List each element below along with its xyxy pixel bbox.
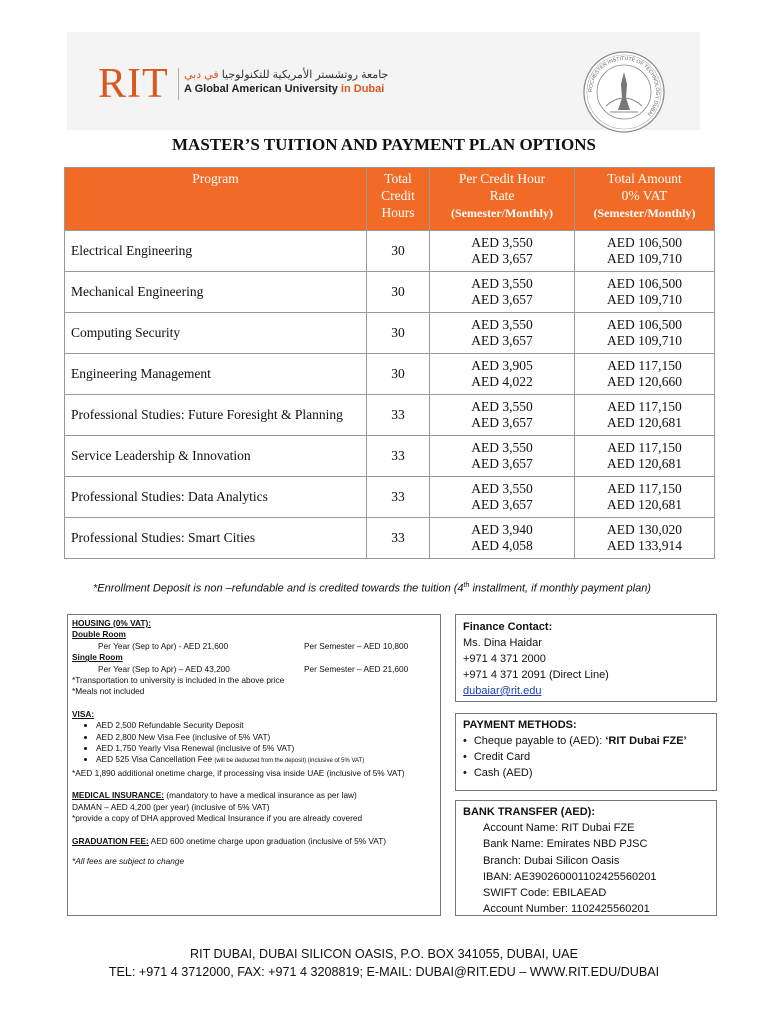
header-total-amount: Total Amount 0% VAT (Semester/Monthly) xyxy=(575,168,715,231)
credit-hours: 33 xyxy=(367,518,430,559)
bank-transfer-box xyxy=(455,800,717,916)
table-row xyxy=(65,313,715,354)
credit-hours: 33 xyxy=(367,436,430,477)
credit-rate: AED 3,550 AED 3,657 xyxy=(430,477,575,518)
credit-rate: AED 3,550 AED 3,657 xyxy=(430,395,575,436)
list-item: • AED 525 Visa Cancellation Fee (will be deducted from the deposit) (inclusive of 5% VAT) xyxy=(96,754,436,767)
list-item: • Cheque payable to (AED): ‘RIT Dubai FZE’ xyxy=(463,733,709,749)
total-amount: AED 106,500 AED 109,710 xyxy=(575,313,715,354)
credit-rate: AED 3,550 AED 3,657 xyxy=(430,313,575,354)
logo-divider xyxy=(178,68,179,100)
double-room-prices: Per Year (Sep to Apr) - AED 21,600 Per Semester – AED 10,800 xyxy=(98,640,409,651)
credit-rate: AED 3,550 AED 3,657 xyxy=(430,231,575,272)
bank-account-number: Account Number: 1102425560201 xyxy=(483,903,650,916)
housing-heading: HOUSING (0% VAT): xyxy=(72,618,151,628)
program-name: Electrical Engineering xyxy=(65,231,367,272)
page-title: MASTER’S TUITION AND PAYMENT PLAN OPTIONS xyxy=(172,135,596,154)
tuition-table xyxy=(64,167,715,559)
credit-hours: 30 xyxy=(367,231,430,272)
finance-phone: +971 4 371 2000 xyxy=(463,653,546,665)
program-name: Mechanical Engineering xyxy=(65,272,367,313)
program-name: Computing Security xyxy=(65,313,367,354)
table-row xyxy=(65,518,715,559)
university-seal-icon xyxy=(582,50,666,134)
credit-hours: 33 xyxy=(367,477,430,518)
rit-logo: RIT xyxy=(98,61,169,107)
program-name: Engineering Management xyxy=(65,354,367,395)
total-amount: AED 117,150 AED 120,681 xyxy=(575,436,715,477)
table-row xyxy=(65,477,715,518)
finance-contact-box xyxy=(455,614,717,702)
meals-note: *Meals not included xyxy=(72,686,145,697)
arabic-city: في دبي xyxy=(184,69,219,81)
list-item: • AED 2,500 Refundable Security Deposit xyxy=(96,720,436,731)
visa-extra-note: *AED 1,890 additional onetime charge, if processing visa inside UAE (inclusive of 5% VAT) xyxy=(72,767,405,778)
credit-hours: 30 xyxy=(367,354,430,395)
payment-heading: PAYMENT METHODS: xyxy=(463,719,577,731)
total-amount: AED 130,020 AED 133,914 xyxy=(575,518,715,559)
finance-heading: Finance Contact: xyxy=(463,621,553,633)
credit-rate: AED 3,550 AED 3,657 xyxy=(430,272,575,313)
total-amount: AED 117,150 AED 120,681 xyxy=(575,395,715,436)
credit-hours: 30 xyxy=(367,313,430,354)
credit-hours: 33 xyxy=(367,395,430,436)
payment-methods-box xyxy=(455,713,717,791)
list-item: • Cash (AED) xyxy=(463,765,709,781)
dha-note: *provide a copy of DHA approved Medical Insurance if you are already covered xyxy=(72,813,363,824)
logo-arabic-name xyxy=(184,68,388,81)
credit-hours: 30 xyxy=(367,272,430,313)
fees-change-note: *All fees are subject to change xyxy=(72,855,185,866)
credit-rate: AED 3,550 AED 3,657 xyxy=(430,436,575,477)
credit-rate: AED 3,940 AED 4,058 xyxy=(430,518,575,559)
credit-rate: AED 3,905 AED 4,022 xyxy=(430,354,575,395)
header-per-credit-rate: Per Credit Hour Rate (Semester/Monthly) xyxy=(430,168,575,231)
housing-visa-fees-box xyxy=(67,614,441,916)
daman-insurance: DAMAN – AED 4,200 (per year) (inclusive of 5% VAT) xyxy=(72,801,270,812)
visa-list xyxy=(72,720,436,768)
finance-direct-line: +971 4 371 2091 (Direct Line) xyxy=(463,669,609,681)
header-program: Program xyxy=(65,168,367,231)
total-amount: AED 106,500 AED 109,710 xyxy=(575,231,715,272)
program-name: Service Leadership & Innovation xyxy=(65,436,367,477)
table-row xyxy=(65,395,715,436)
tagline-city: in Dubai xyxy=(340,83,385,95)
bank-iban: IBAN: AE390260001102425560201 xyxy=(483,870,657,883)
header-credit-hours: Total Credit Hours xyxy=(367,168,430,231)
table-row xyxy=(65,354,715,395)
bank-swift: SWIFT Code: EBILAEAD xyxy=(483,887,607,900)
bank-heading: BANK TRANSFER (AED): xyxy=(463,806,595,818)
list-item: • AED 1,750 Yearly Visa Renewal (inclusive of 5% VAT) xyxy=(96,743,436,754)
tagline-main: A Global American University xyxy=(184,83,338,95)
single-room-label: Single Room xyxy=(72,652,123,663)
logo-tagline xyxy=(184,83,384,95)
graduation-fee: GRADUATION FEE: AED 600 onetime charge upon graduation (inclusive of 5% VAT) xyxy=(72,835,387,846)
finance-name: Ms. Dina Haidar xyxy=(463,637,542,649)
total-amount: AED 106,500 AED 109,710 xyxy=(575,272,715,313)
transport-note: *Transportation to university is included in the above price xyxy=(72,675,285,686)
arabic-name: جامعة روتشستر الأمريكية للتكنولوجيا xyxy=(221,69,389,81)
list-item: • Credit Card xyxy=(463,749,709,765)
table-row xyxy=(65,272,715,313)
total-amount: AED 117,150 AED 120,660 xyxy=(575,354,715,395)
double-room-label: Double Room xyxy=(72,629,126,640)
bank-branch: Branch: Dubai Silicon Oasis xyxy=(483,854,620,867)
enrollment-deposit-note: *Enrollment Deposit is non –refundable and is credited towards the tuition (4th installment, if monthly payment plan) xyxy=(93,582,651,595)
program-name: Professional Studies: Smart Cities xyxy=(65,518,367,559)
footer-address: RIT DUBAI, DUBAI SILICON OASIS, P.O. BOX 341055, DUBAI, UAE xyxy=(190,947,578,961)
table-row xyxy=(65,436,715,477)
finance-email-link[interactable]: dubaiar@rit.edu xyxy=(463,685,542,697)
program-name: Professional Studies: Future Foresight & Planning xyxy=(65,395,367,436)
seal-text: ROCHESTER INSTITUTE OF TECHNOLOGY DUBAI xyxy=(587,55,661,117)
program-name: Professional Studies: Data Analytics xyxy=(65,477,367,518)
medical-insurance: MEDICAL INSURANCE: (mandatory to have a medical insurance as per law) xyxy=(72,790,357,801)
visa-heading: VISA: xyxy=(72,708,95,719)
footer-contact: TEL: +971 4 3712000, FAX: +971 4 3208819; E-MAIL: DUBAI@RIT.EDU – WWW.RIT.EDU/DUBAI xyxy=(108,965,660,979)
list-item: • AED 2,800 New Visa Fee (inclusive of 5% VAT) xyxy=(96,732,436,743)
bank-name: Bank Name: Emirates NBD PJSC xyxy=(483,838,648,851)
total-amount: AED 117,150 AED 120,681 xyxy=(575,477,715,518)
table-row xyxy=(65,231,715,272)
single-room-prices: Per Year (Sep to Apr) – AED 43,200 Per Semester – AED 21,600 xyxy=(98,663,409,674)
table-header-row xyxy=(65,168,715,231)
bank-account-name: Account Name: RIT Dubai FZE xyxy=(483,822,635,835)
